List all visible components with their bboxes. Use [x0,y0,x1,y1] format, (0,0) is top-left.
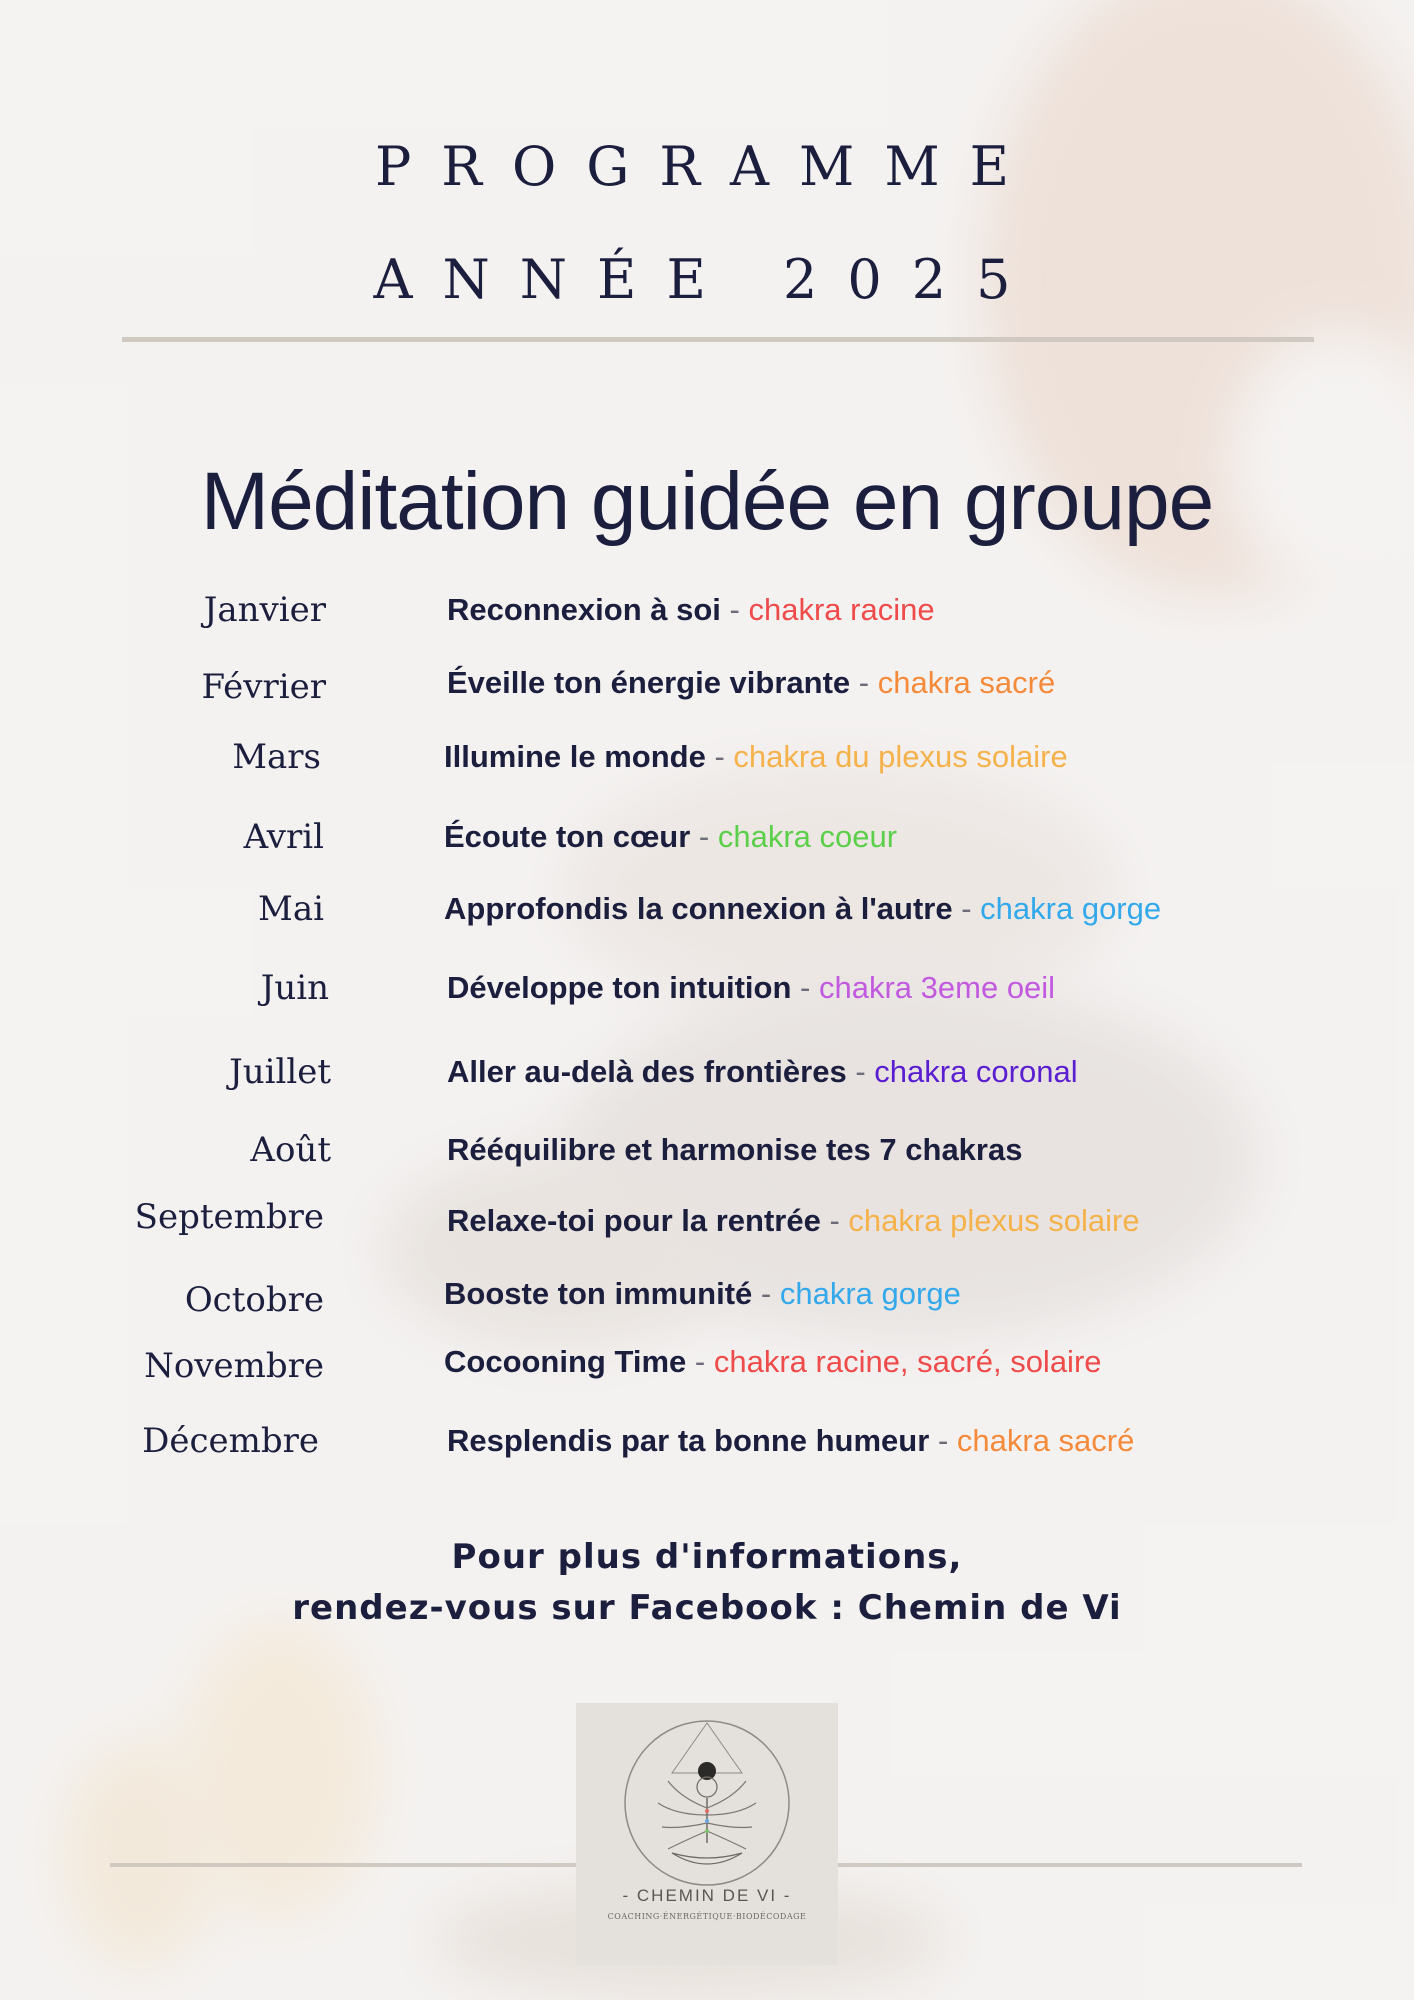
month-label: Août [250,1130,331,1170]
theme-text: Écoute ton cœur - chakra coeur [444,819,898,854]
schedule-row [0,1197,1414,1247]
schedule-row [0,1052,1414,1102]
theme-text: Rééquilibre et harmonise tes 7 chakras [447,1132,1023,1167]
page-title-year: ANNÉE 2025 [373,248,1041,311]
schedule-row [0,1346,1414,1396]
month-label: Janvier [203,590,326,630]
logo-name: - CHEMIN DE VI - [622,1886,792,1905]
theme-text: Resplendis par ta bonne humeur - chakra sacré [447,1423,1135,1458]
month-label: Mai [258,889,324,929]
chakra-label: chakra 3eme oeil [819,970,1056,1005]
meditation-figure-icon [576,1703,838,1965]
chakra-label: chakra du plexus solaire [733,739,1068,774]
chakra-label: chakra gorge [980,891,1162,926]
schedule-row [0,667,1414,717]
chakra-label: chakra racine, sacré, solaire [713,1344,1102,1379]
month-label: Juillet [229,1052,331,1092]
month-label: Septembre [134,1197,324,1237]
theme-text: Booste ton immunité - chakra gorge [444,1276,961,1311]
theme-text: Illumine le monde - chakra du plexus solaire [444,739,1068,774]
schedule-row [0,1421,1414,1471]
theme-text: Reconnexion à soi - chakra racine [447,592,935,627]
chakra-label: chakra coeur [717,819,898,854]
schedule-row [0,889,1414,939]
facebook-info-text: rendez-vous sur Facebook : Chemin de Vi [292,1588,1122,1628]
page-title: PROGRAMME [374,135,1040,198]
month-label: Décembre [142,1421,319,1461]
brand-logo [576,1703,838,1965]
theme-text: Aller au-delà des frontières - chakra coronal [447,1054,1078,1089]
schedule-row [0,817,1414,867]
info-text: Pour plus d'informations, [451,1537,963,1577]
chakra-label: chakra gorge [779,1276,961,1311]
chakra-label: chakra sacré [877,665,1056,700]
chakra-label: chakra sacré [956,1423,1135,1458]
theme-text: Développe ton intuition - chakra 3eme oeil [447,970,1056,1005]
section-heading: Méditation guidée en groupe [200,456,1214,547]
divider [122,337,1314,342]
month-label: Avril [243,817,324,857]
month-label: Juin [260,968,329,1008]
schedule-row [0,968,1414,1018]
schedule-row [0,737,1414,787]
month-label: Novembre [144,1346,324,1386]
logo-tagline: COACHING·ÉNERGÉTIQUE·BIODÉCODAGE [607,1912,807,1921]
month-label: Mars [232,737,321,777]
theme-text: Éveille ton énergie vibrante - chakra sacré [447,665,1056,700]
theme-text: Approfondis la connexion à l'autre - chakra gorge [444,891,1162,926]
chakra-label: chakra coronal [874,1054,1078,1089]
theme-text: Cocooning Time - chakra racine, sacré, solaire [444,1344,1102,1379]
theme-text: Relaxe-toi pour la rentrée - chakra plexus solaire [447,1203,1140,1238]
schedule-row [0,1276,1414,1330]
month-label: Octobre [184,1280,324,1320]
schedule-row [0,590,1414,640]
schedule-row [0,1130,1414,1180]
month-label: Février [201,667,326,707]
chakra-label: chakra racine [748,592,935,627]
chakra-label: chakra plexus solaire [848,1203,1140,1238]
